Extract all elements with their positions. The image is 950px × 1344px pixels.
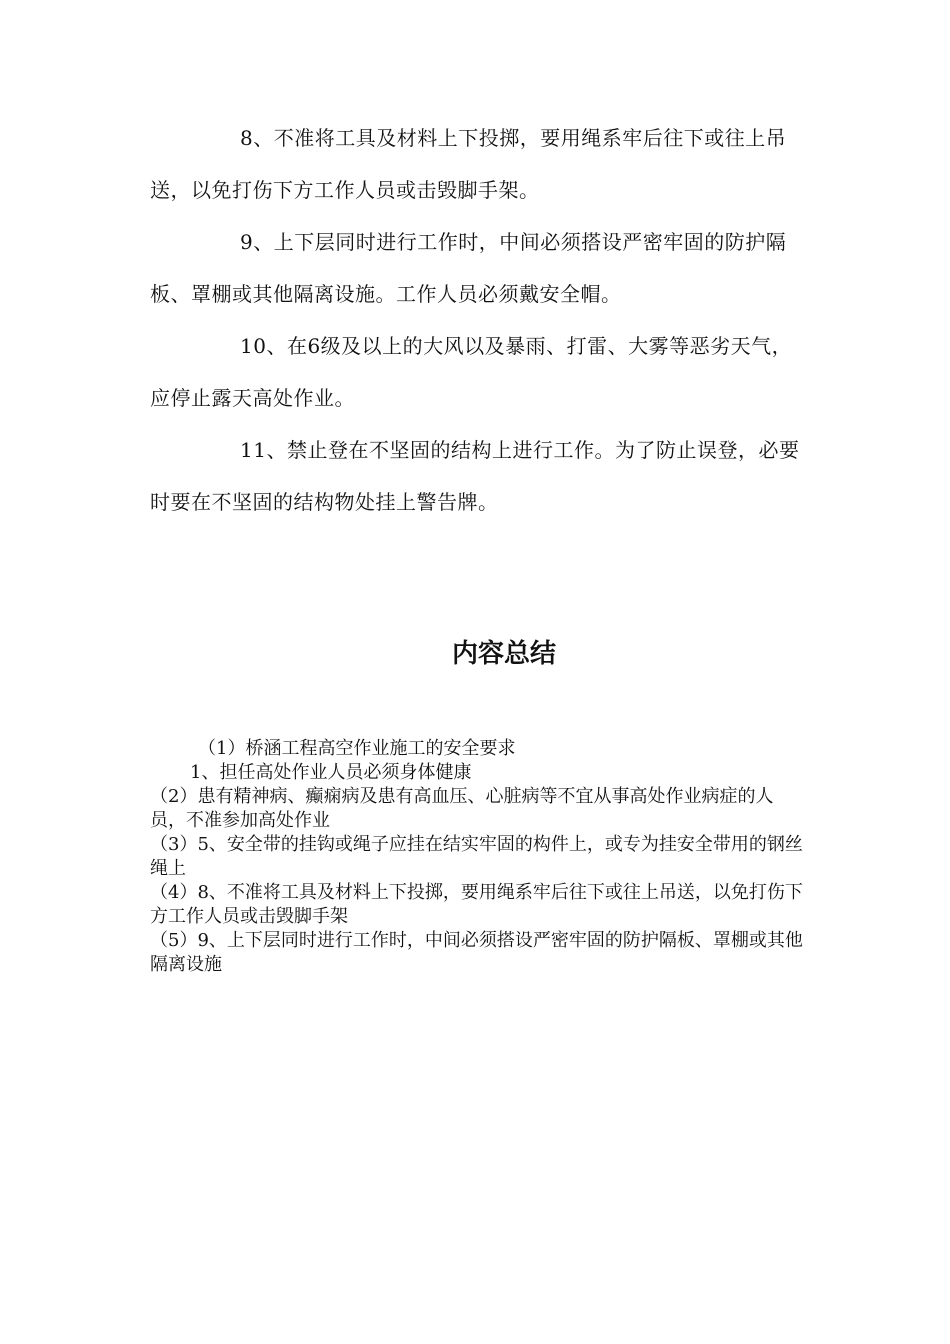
summary-item: （2）患有精神病、癫痫病及患有高血压、心脏病等不宜从事高处作业病症的人员，不准参加高处作业 [150,786,774,831]
summary-list [150,737,805,977]
summary-item: （3）5、安全带的挂钩或绳子应挂在结实牢固的构件上，或专为挂安全带用的钢丝绳上 [150,834,803,879]
summary-item: （1）桥涵工程高空作业施工的安全要求 [198,738,516,759]
paragraph-rule-10: 10、在6级及以上的大风以及暴雨、打雷、大雾等恶劣天气，应停止露天高处作业。 [150,334,793,410]
paragraph-rule-11: 11、禁止登在不坚固的结构上进行工作。为了防止误登，必要时要在不坚固的结构物处挂上警告牌。 [150,438,800,514]
paragraph-rule-9: 9、上下层同时进行工作时，中间必须搭设严密牢固的防护隔板、罩棚或其他隔离设施。工作人员必须戴安全帽。 [150,230,787,306]
summary-item: （5）9、上下层同时进行工作时，中间必须搭设严密牢固的防护隔板、罩棚或其他隔离设施 [150,930,803,975]
summary-item: 1、担任高处作业人员必须身体健康 [190,762,472,783]
summary-item: （4）8、不准将工具及材料上下投掷，要用绳系牢后往下或往上吊送，以免打伤下方工作人员或击毁脚手架 [150,882,803,927]
paragraph-rule-8: 8、不准将工具及材料上下投掷，要用绳系牢后往下或往上吊送，以免打伤下方工作人员或击毁脚手架。 [150,126,787,202]
summary-title: 内容总结 [451,639,556,669]
